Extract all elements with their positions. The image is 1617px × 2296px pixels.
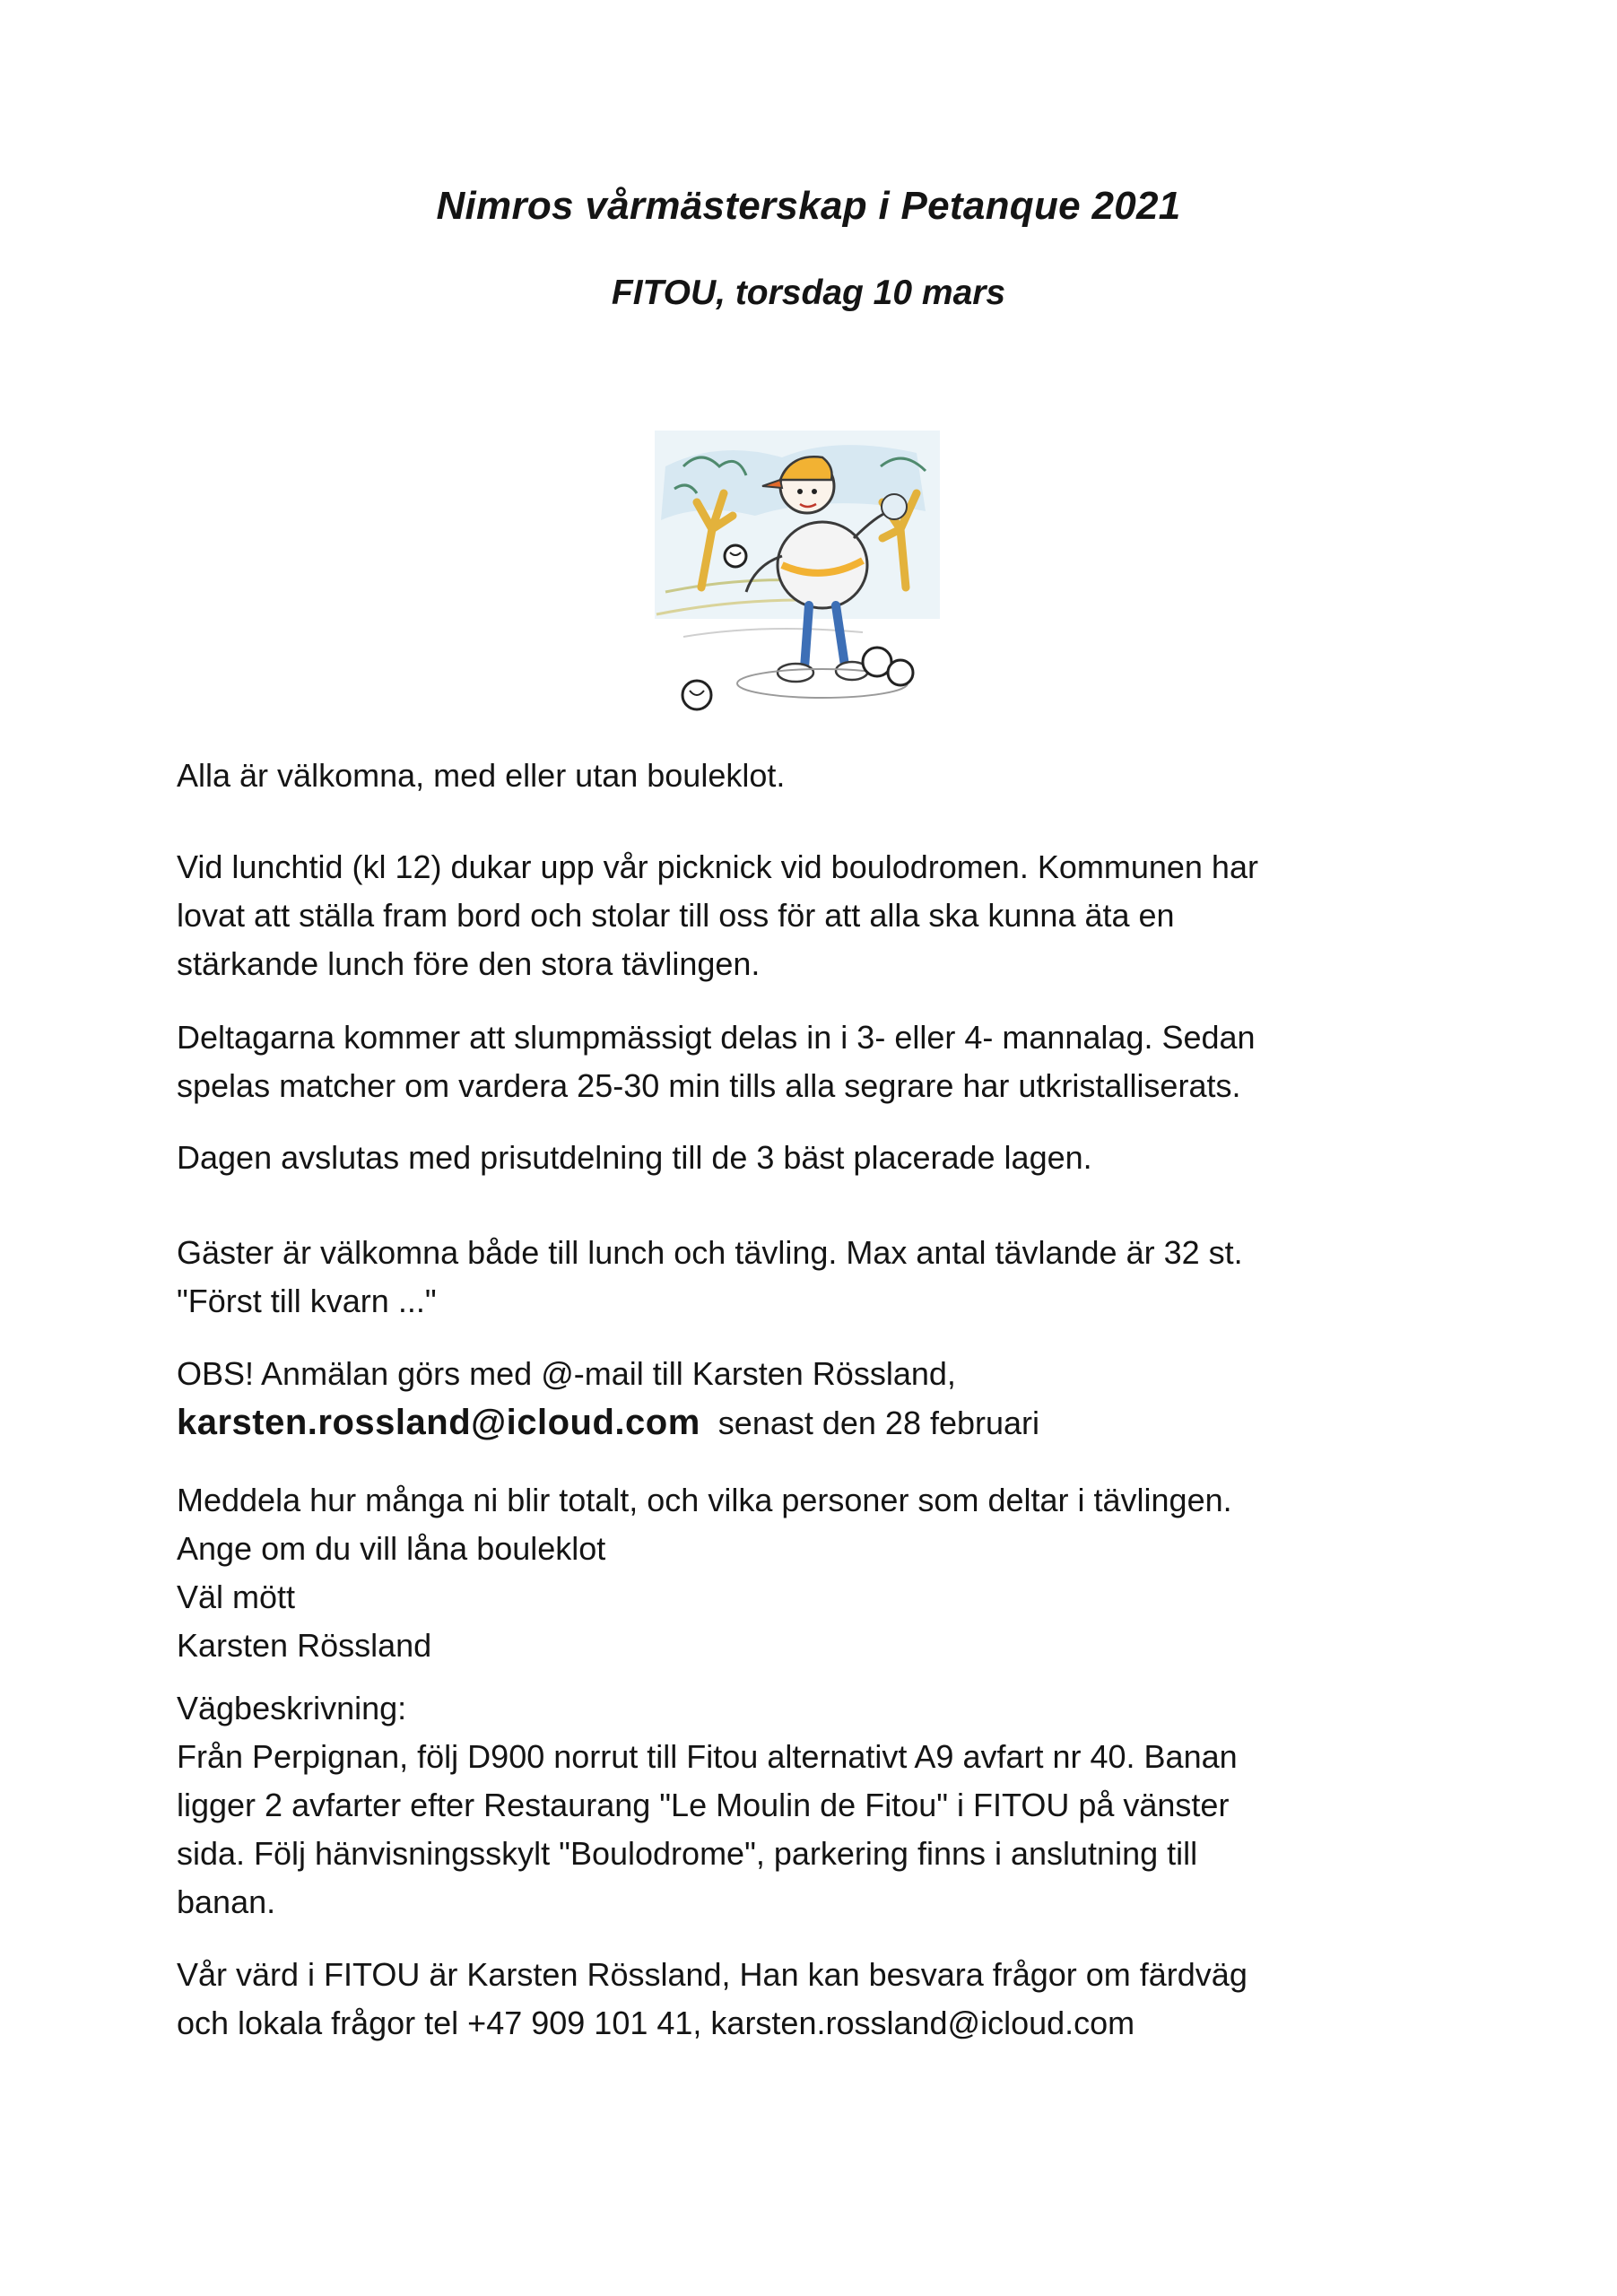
welcome-paragraph [177, 752, 1450, 800]
notify-paragraph [177, 1476, 1450, 1670]
directions-line: banan. [177, 1883, 276, 1920]
guests-line: Gäster är välkomna både till lunch och tävling. Max antal tävlande är 32 st. [177, 1234, 1243, 1271]
host-line: och lokala frågor tel +47 909 101 41, karsten.rossland@icloud.com [177, 2005, 1135, 2041]
welcome-line: Alla är välkomna, med eller utan bouleklot. [177, 757, 786, 794]
host-paragraph [177, 1951, 1450, 2048]
directions-line: sida. Följ hänvisningsskylt "Boulodrome", parkering finns i anslutning till [177, 1835, 1198, 1872]
directions-heading: Vägbeskrivning: [177, 1690, 407, 1726]
registration-email-line [177, 1398, 1450, 1448]
host-line: Vår värd i FITOU är Karsten Rössland, Han kan besvara frågor om färdväg [177, 1956, 1248, 1993]
registration-deadline: senast den 28 februari [717, 1405, 1040, 1441]
teams-paragraph [177, 1013, 1450, 1110]
teams-line: Deltagarna kommer att slumpmässigt delas in i 3- eller 4- mannalag. Sedan [177, 1019, 1256, 1056]
lunch-paragraph [177, 843, 1450, 988]
directions-paragraph [177, 1684, 1450, 1926]
notify-line: Väl mött [177, 1578, 296, 1615]
prize-paragraph [177, 1134, 1450, 1182]
registration-line: OBS! Anmälan görs med @-mail till Karsten Rössland, [177, 1355, 956, 1392]
teams-line: spelas matcher om vardera 25-30 min tills alla segrare har utkristalliserats. [177, 1067, 1241, 1104]
directions-line: Från Perpignan, följ D900 norrut till Fitou alternativt A9 avfart nr 40. Banan [177, 1738, 1238, 1775]
lunch-line: Vid lunchtid (kl 12) dukar upp vår picknick vid boulodromen. Kommunen har [177, 848, 1258, 885]
directions-line: ligger 2 avfarter efter Restaurang "Le Moulin de Fitou" i FITOU på vänster [177, 1787, 1230, 1823]
guests-paragraph [177, 1229, 1450, 1326]
registration-email[interactable]: karsten.rossland@icloud.com [177, 1403, 700, 1442]
document-title: Nimros vårmästerskap i Petanque 2021 [436, 184, 1181, 228]
document-subtitle: FITOU, torsdag 10 mars [611, 274, 1006, 312]
notify-line: Ange om du vill låna bouleklot [177, 1530, 606, 1567]
prize-line: Dagen avslutas med prisutdelning till de 3 bäst placerade lagen. [177, 1139, 1092, 1176]
lunch-line: stärkande lunch före den stora tävlingen. [177, 945, 761, 982]
notify-line: Meddela hur många ni blir totalt, och vilka personer som deltar i tävlingen. [177, 1482, 1232, 1518]
registration-paragraph [177, 1350, 1450, 1448]
lunch-line: lovat att ställa fram bord och stolar till oss för att alla ska kunna äta en [177, 897, 1175, 934]
signature-name: Karsten Rössland [177, 1627, 432, 1664]
petanque-player-illustration-icon [648, 430, 947, 716]
guests-line: "Först till kvarn ..." [177, 1283, 437, 1319]
